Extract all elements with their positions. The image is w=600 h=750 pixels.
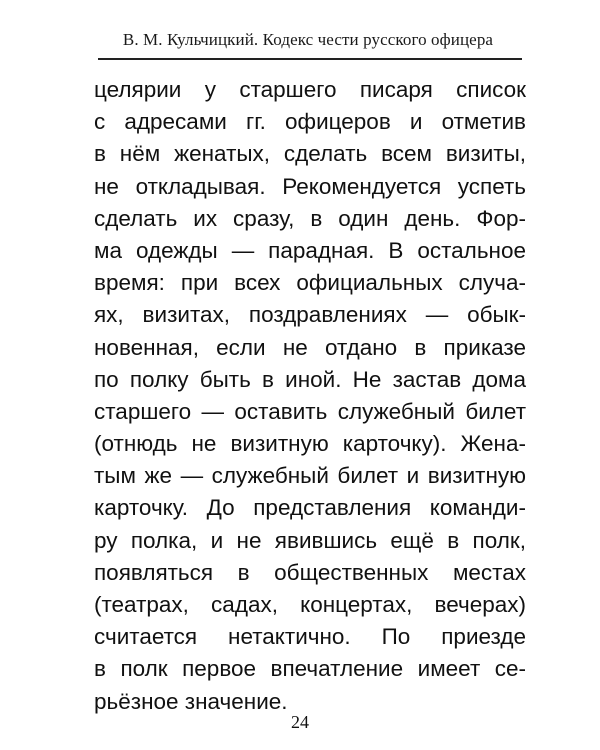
text-line: с адресами гг. офицеров и отметив bbox=[94, 109, 526, 135]
text-line: появляться в общественных местах bbox=[94, 559, 526, 585]
body-text bbox=[94, 74, 526, 718]
text-line: новенная, если не отдано в приказе bbox=[94, 334, 526, 360]
header-rule bbox=[98, 58, 522, 60]
text-line: ру полка, и не явившись ещё в полк, bbox=[94, 527, 526, 553]
page-number: 24 bbox=[291, 712, 309, 732]
text-line: ма одежды — парадная. В остальное bbox=[94, 237, 526, 263]
text-line: в нём женатых, сделать всем визиты, bbox=[94, 141, 526, 167]
text-line: целярии у старшего писаря список bbox=[94, 77, 526, 102]
text-line: тым же — служебный билет и визитную bbox=[94, 463, 526, 489]
text-line: не откладывая. Рекомендуется успеть bbox=[94, 173, 526, 199]
text-line: время: при всех официальных случа- bbox=[94, 270, 526, 296]
running-header: В. М. Кульчицкий. Кодекс чести русского офицера bbox=[122, 30, 494, 49]
text-line: старшего — оставить служебный билет bbox=[94, 398, 526, 424]
text-line: по полку быть в иной. Не застав дома bbox=[94, 366, 526, 392]
text-line-last: рьёзное значение. bbox=[94, 688, 288, 714]
text-line: в полк первое впечатление имеет се- bbox=[94, 656, 526, 682]
text-line: считается нетактично. По приезде bbox=[94, 624, 526, 650]
text-line: ях, визитах, поздравлениях — обык- bbox=[94, 302, 526, 328]
text-line: сделать их сразу, в один день. Фор- bbox=[94, 205, 526, 231]
text-line: (отнюдь не визитную карточку). Жена- bbox=[94, 431, 526, 457]
text-line: (театрах, садах, концертах, вечерах) bbox=[94, 592, 526, 617]
text-line: карточку. До представления команди- bbox=[94, 495, 526, 521]
